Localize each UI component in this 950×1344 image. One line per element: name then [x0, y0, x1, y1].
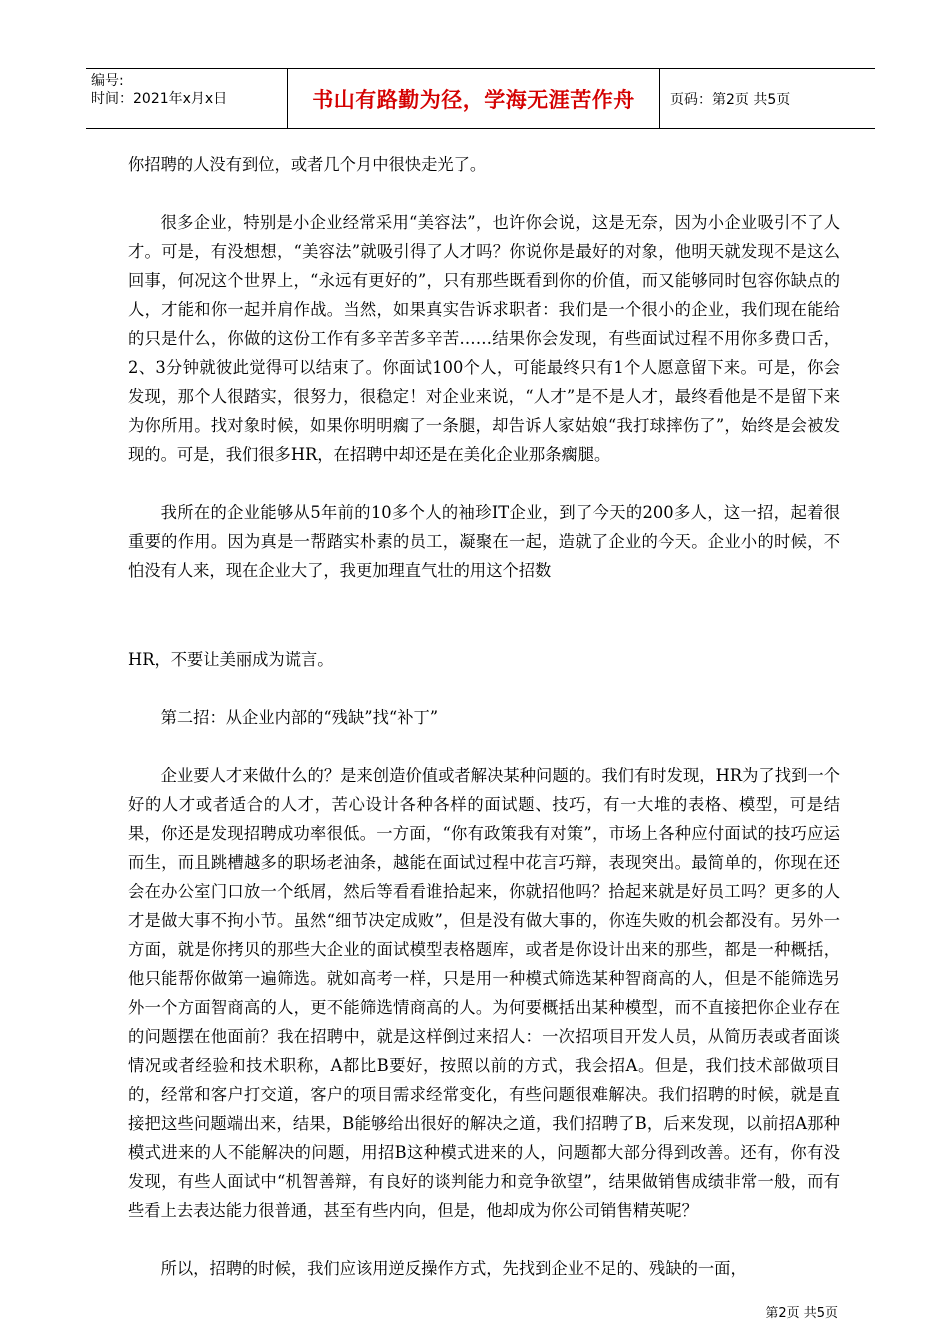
- paragraph-beauty-method: 很多企业，特别是小企业经常采用“美容法”，也许你会说，这是无奈，因为小企业吸引不了人才。可是，有没想想，“美容法”就吸引得了人才吗？你说你是最好的对象，他明天就发现不是这么回事，何况这个世界上，“永远有更好的”，只有那些既看到你的价值，而又能够同时包容你缺点的人，才能和你一起并肩作战。当然，如果真实告诉求职者：我们是一个很小的企业，我们现在能给的只是什么，你做的这份工作有多辛苦多辛苦……结果你会发现，有些面试过程不用你多费口舌，2、3分钟就彼此觉得可以结束了。你面试100个人，可能最终只有1个人愿意留下来。可是，你会发现，那个人很踏实，很努力，很稳定！对企业来说，“人才”是不是人才，最终看他是不是留下来为你所用。找对象时候，如果你明明瘸了一条腿，却告诉人家姑娘“我打球摔伤了”，始终是会被发现的。可是，我们很多HR，在招聘中却还是在美化企业那条瘸腿。: [128, 213, 840, 464]
- page-footer: [765, 1302, 838, 1321]
- header-meta: [86, 69, 288, 128]
- document-body: [128, 150, 840, 1283]
- footer-page-number: 第2页 共5页: [765, 1306, 838, 1321]
- page-header: [86, 68, 875, 129]
- paragraph-company-growth: 我所在的企业能够从5年前的10多个人的袖珍IT企业，到了今天的200多人，这一招，起着很重要的作用。因为真是一帮踏实朴素的员工，凝聚在一起，造就了企业的今天。企业小的时候，不怕没有人来，现在企业大了，我更加理直气壮的用这个招数: [128, 503, 840, 580]
- header-motto-cell: [288, 69, 660, 128]
- paragraph-conclusion: 所以，招聘的时候，我们应该用逆反操作方式，先找到企业不足的、残缺的一面，: [160, 1259, 747, 1278]
- document-number-label: 编号:: [91, 73, 124, 89]
- section-heading-second-move: 第二招：从企业内部的“残缺”找“补丁”: [160, 708, 439, 727]
- motto-text: 书山有路勤为径，学海无涯苦作舟: [312, 87, 635, 112]
- paragraph-hr-honesty: HR，不要让美丽成为谎言。: [128, 650, 334, 669]
- header-page-number: 页码：第2页 共5页: [670, 91, 791, 108]
- header-page-cell: [660, 69, 875, 128]
- document-date: 时间：2021年x月x日: [91, 91, 228, 107]
- paragraph-interview-methods: 企业要人才来做什么的？是来创造价值或者解决某种问题的。我们有时发现，HR为了找到一个好的人才或者适合的人才，苦心设计各种各样的面试题、技巧，有一大堆的表格、模型，可是结果，你还是发现招聘成功率很低。一方面，“你有政策我有对策”，市场上各种应付面试的技巧应运而生，而且跳槽越多的职场老油条，越能在面试过程中花言巧辩，表现突出。最简单的，你现在还会在办公室门口放一个纸屑，然后等看看谁拾起来，你就招他吗？拾起来就是好员工吗？更多的人才是做大事不拘小节。虽然“细节决定成败”，但是没有做大事的，你连失败的机会都没有。另外一方面，就是你拷贝的那些大企业的面试模型表格题库，或者是你设计出来的那些，都是一种概括，他只能帮你做第一遍筛选。就如高考一样，只是用一种模式筛选某种智商高的人，但是不能筛选另外一个方面智商高的人，更不能筛选情商高的人。为何要概括出某种模型，而不直接把你企业存在的问题摆在他面前？我在招聘中，就是这样倒过来招人：一次招项目开发人员，从简历表或者面谈情况或者经验和技术职称，A都比B要好，按照以前的方式，我会招A。但是，我们技术部做项目的，经常和客户打交道，客户的项目需求经常变化，有些问题很难解决。我们招聘的时候，就是直接把这些问题端出来，结果，B能够给出很好的解决之道，我们招聘了B，后来发现，以前招A那种模式进来的人不能解决的问题，用招B这种模式进来的人，问题都大部分得到改善。还有，你有没发现，有些人面试中“机智善辩，有良好的谈判能力和竞争欲望”，结果做销售成绩非常一般，而有些看上去表达能力很普通，甚至有些内向，但是，他却成为你公司销售精英呢？: [128, 766, 840, 1220]
- paragraph-continuation: 你招聘的人没有到位，或者几个月中很快走光了。: [128, 155, 487, 174]
